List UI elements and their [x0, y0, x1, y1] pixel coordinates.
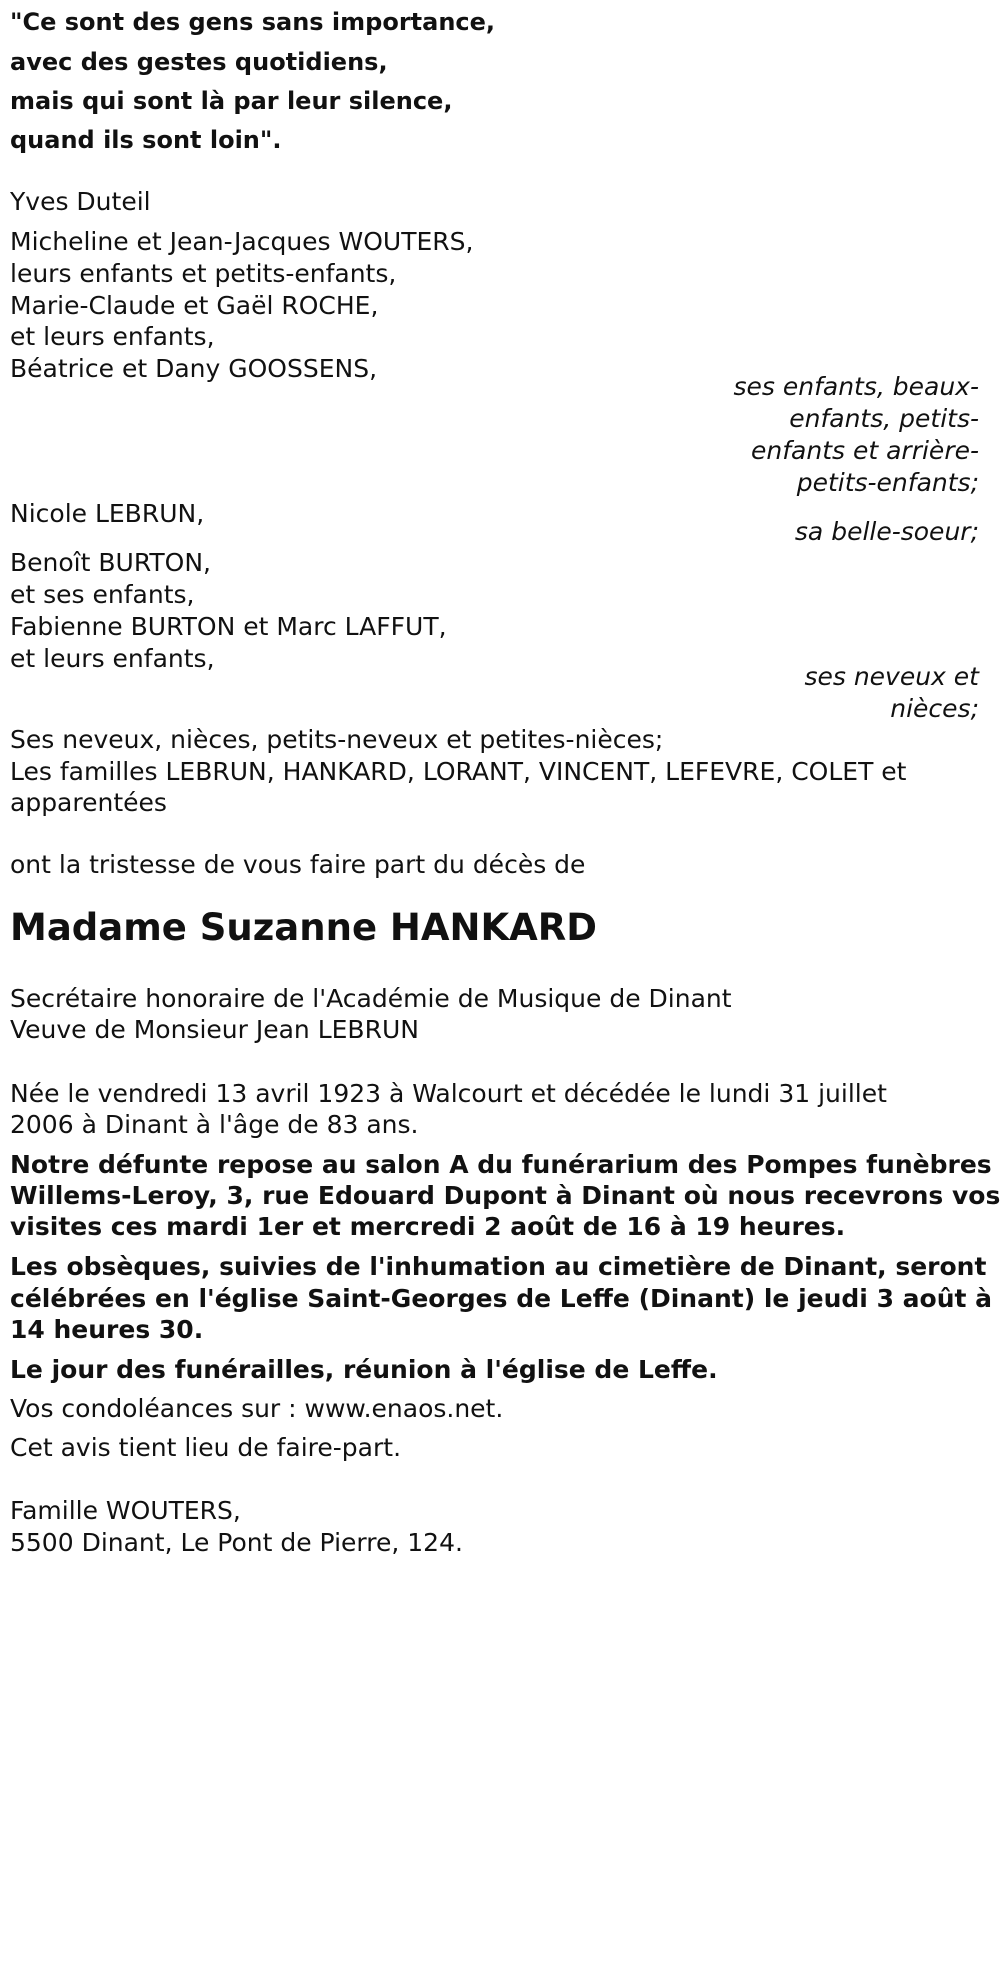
contact-name: Famille WOUTERS,: [10, 1496, 241, 1525]
visitation-line: Notre défunte repose au salon A du funérarium des Pompes funèbres: [10, 1150, 992, 1179]
deceased-name: Madame Suzanne HANKARD: [10, 906, 597, 949]
announcement-text: ont la tristesse de vous faire part du décès de: [10, 850, 586, 879]
family-line: Les familles LEBRUN, HANKARD, LORANT, VINCENT, LEFEVRE, COLET et: [10, 757, 907, 786]
quote-line: quand ils sont loin".: [10, 126, 282, 154]
family-role: ses enfants, beaux-: [733, 372, 979, 401]
deceased-title: Secrétaire honoraire de l'Académie de Musique de Dinant: [10, 984, 732, 1013]
family-line: Benoît BURTON,: [10, 548, 211, 577]
meeting-line: Le jour des funérailles, réunion à l'église de Leffe.: [10, 1355, 718, 1384]
family-line: Marie-Claude et Gaël ROCHE,: [10, 291, 379, 320]
family-role: enfants et arrière-: [751, 436, 979, 465]
family-role: ses neveux et: [804, 662, 979, 691]
family-line: Fabienne BURTON et Marc LAFFUT,: [10, 612, 447, 641]
notice-line: Cet avis tient lieu de faire-part.: [10, 1433, 402, 1462]
funeral-line: 14 heures 30.: [10, 1315, 204, 1344]
birth-death-line: 2006 à Dinant à l'âge de 83 ans.: [10, 1110, 419, 1139]
visitation-line: Willems-Leroy, 3, rue Edouard Dupont à Dinant où nous recevrons vos: [10, 1181, 1000, 1210]
family-line: Nicole LEBRUN,: [10, 499, 205, 528]
family-line: et leurs enfants,: [10, 322, 215, 351]
family-role: petits-enfants;: [796, 468, 979, 497]
family-line: leurs enfants et petits-enfants,: [10, 259, 397, 288]
condolences-line: Vos condoléances sur : www.enaos.net.: [10, 1394, 504, 1423]
family-role: sa belle-soeur;: [794, 517, 979, 546]
visitation-line: visites ces mardi 1er et mercredi 2 août de 16 à 19 heures.: [10, 1212, 846, 1241]
family-line: et leurs enfants,: [10, 644, 215, 673]
family-line: Béatrice et Dany GOOSSENS,: [10, 354, 378, 383]
contact-address: 5500 Dinant, Le Pont de Pierre, 124.: [10, 1528, 463, 1557]
family-role: nièces;: [890, 694, 979, 723]
funeral-line: célébrées en l'église Saint-Georges de Leffe (Dinant) le jeudi 3 août à: [10, 1284, 993, 1313]
quote-line: avec des gestes quotidiens,: [10, 48, 388, 76]
deceased-title: Veuve de Monsieur Jean LEBRUN: [10, 1015, 419, 1044]
family-line: et ses enfants,: [10, 580, 195, 609]
quote-author: Yves Duteil: [10, 187, 151, 216]
quote-line: "Ce sont des gens sans importance,: [10, 8, 496, 36]
family-line: Micheline et Jean-Jacques WOUTERS,: [10, 227, 474, 256]
family-role: enfants, petits-: [789, 404, 979, 433]
quote-line: mais qui sont là par leur silence,: [10, 87, 453, 115]
family-line: Ses neveux, nièces, petits-neveux et petites-nièces;: [10, 725, 664, 754]
funeral-line: Les obsèques, suivies de l'inhumation au cimetière de Dinant, seront: [10, 1252, 987, 1281]
birth-death-line: Née le vendredi 13 avril 1923 à Walcourt et décédée le lundi 31 juillet: [10, 1079, 887, 1108]
family-line: apparentées: [10, 788, 167, 817]
